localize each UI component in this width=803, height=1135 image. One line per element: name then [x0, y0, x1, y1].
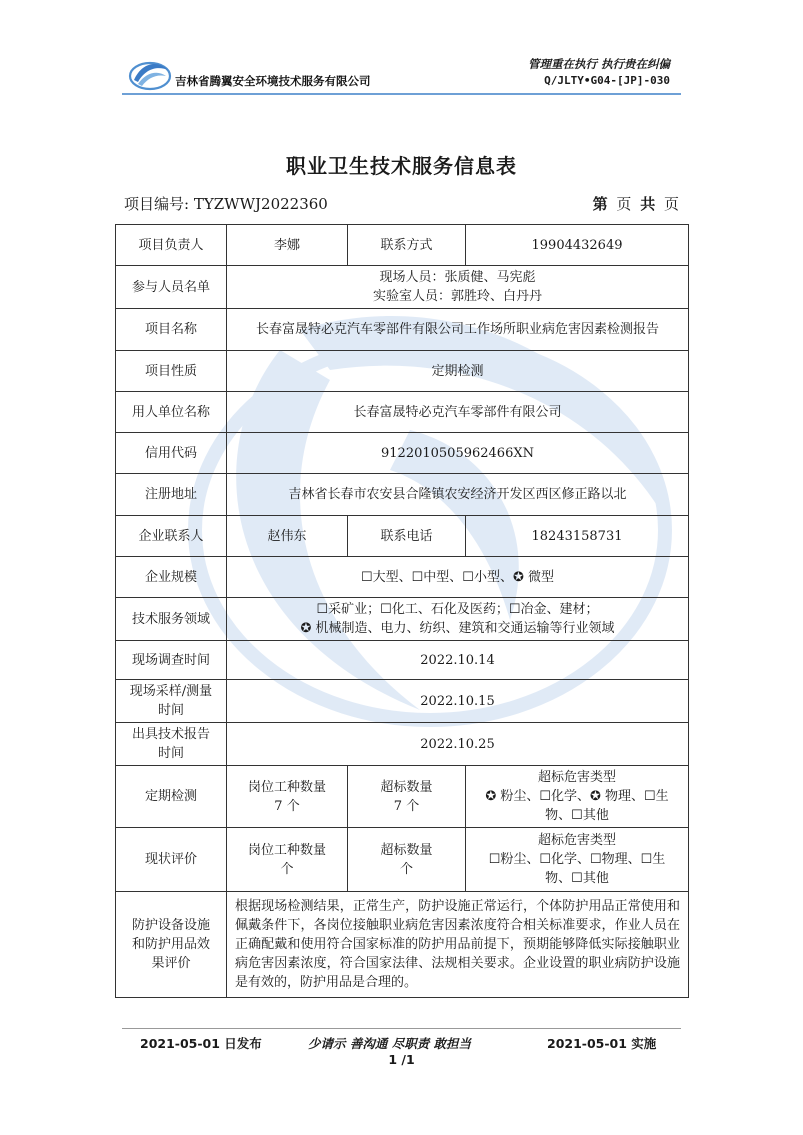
periodic-post-label: 岗位工种数量 [247, 779, 326, 795]
periodic-exceed-value: 7 个 [393, 798, 420, 814]
address-value: 吉林省长春市农安县合隆镇农安经济开发区西区修正路以北 [227, 474, 689, 516]
company-name: 吉林省腾翼安全环境技术服务有限公司 [175, 74, 371, 88]
periodic-exceed-label: 超标数量 [380, 779, 433, 795]
contact-label: 联系方式 [348, 225, 466, 266]
sampling-label-line-1: 现场采样/测量 [129, 684, 213, 699]
project-number [124, 193, 328, 214]
employer-value: 长春富晟特必克汽车零部件有限公司 [227, 392, 689, 433]
members-lab: 实验室人员：郭胜玲、白丹丹 [372, 289, 542, 304]
current-post-label: 岗位工种数量 [247, 842, 326, 858]
enterprise-contact-value: 赵伟东 [227, 516, 348, 557]
domain-line-2: ✪ 机械制造、电力、纺织、建筑和交通运输等行业领域 [300, 621, 615, 636]
enterprise-phone-label: 联系电话 [348, 516, 466, 557]
table-row [116, 433, 689, 474]
protection-label-line-1: 防护设备设施 [131, 918, 210, 933]
service-info-table [115, 224, 689, 998]
periodic-post-value: 7 个 [274, 798, 300, 814]
table-row [116, 892, 689, 998]
current-post-value: 个 [280, 861, 294, 877]
page-info-ye-total: 页 [663, 195, 679, 213]
employer-label: 用人单位名称 [116, 392, 227, 433]
current-hazard-title: 超标危害类型 [537, 833, 616, 848]
current-hazard-types [466, 828, 689, 892]
page-title: 职业卫生技术服务信息表 [286, 154, 517, 178]
report-date: 2022.10.25 [227, 723, 689, 766]
current-hazard-line-1: ☐粉尘、☐化学、☐物理、☐生 [488, 852, 666, 867]
scale-label: 企业规模 [116, 557, 227, 598]
domain-value [227, 598, 689, 641]
table-row [116, 474, 689, 516]
sampling-label-line-2: 时间 [157, 703, 184, 718]
periodic-hazard-title: 超标危害类型 [537, 770, 616, 785]
sampling-label [116, 680, 227, 723]
table-row [116, 828, 689, 892]
sampling-date: 2022.10.15 [227, 680, 689, 723]
footer-motto: 少请示 善沟通 尽职责 敢担当 [308, 1036, 472, 1051]
current-label: 现状评价 [116, 828, 227, 892]
members-label: 参与人员名单 [116, 266, 227, 309]
survey-date: 2022.10.14 [227, 641, 689, 680]
page-info-gong: 共 [640, 195, 656, 213]
leader-value: 李娜 [227, 225, 348, 266]
current-hazard-line-2: 物、☐其他 [545, 871, 609, 886]
table-row [116, 641, 689, 680]
table-row [116, 557, 689, 598]
domain-line-1: ☐采矿业；☐化工、石化及医药；☐冶金、建材； [316, 602, 599, 617]
protection-evaluation-text: 根据现场检测结果，正常生产，防护设施正常运行，个体防护用品正常使用和佩戴条件下，各岗位接触职业病危害因素浓度符合相关标准要求，作业人员在正确配戴和使用符合国家标准的防护用品前提下，预期能够降低实际接触职业病危害因素浓度，符合国家法律、法规相关要求。企业设置的职业病防护设施是有效的，防护用品是合理的。 [227, 892, 689, 998]
report-label-line-2: 时间 [157, 746, 184, 761]
table-row [116, 766, 689, 828]
table-row [116, 598, 689, 641]
page-info-di: 第 [592, 195, 608, 213]
table-row [116, 225, 689, 266]
issue-date: 2021-05-01 日发布 [140, 1036, 262, 1051]
contact-value: 19904432649 [466, 225, 689, 266]
nature-label: 项目性质 [116, 351, 227, 392]
page-info-ye: 页 [616, 195, 632, 213]
project-name-value: 长春富晟特必克汽车零部件有限公司工作场所职业病危害因素检测报告 [227, 309, 689, 351]
current-post-count [227, 828, 348, 892]
page-number: 1 /1 [388, 1052, 415, 1067]
periodic-hazard-line-1: ✪ 粉尘、☐化学、✪ 物理、☐生 [485, 789, 669, 804]
protection-label [116, 892, 227, 998]
report-label [116, 723, 227, 766]
protection-label-line-3: 果评价 [151, 956, 191, 971]
current-exceed-count [348, 828, 466, 892]
credit-label: 信用代码 [116, 433, 227, 474]
footer-divider [122, 1028, 681, 1029]
project-number-label: 项目编号: [124, 195, 190, 213]
table-row [116, 723, 689, 766]
report-label-line-1: 出具技术报告 [131, 727, 210, 742]
swoosh-logo-icon [128, 56, 172, 92]
nature-value: 定期检测 [227, 351, 689, 392]
periodic-label: 定期检测 [116, 766, 227, 828]
credit-value: 9122010505962466XN [227, 433, 689, 474]
enterprise-phone-value: 18243158731 [466, 516, 689, 557]
periodic-post-count [227, 766, 348, 828]
table-row [116, 351, 689, 392]
table-row [116, 266, 689, 309]
table-row [116, 680, 689, 723]
survey-label: 现场调查时间 [116, 641, 227, 680]
page-info [593, 193, 679, 214]
leader-label: 项目负责人 [116, 225, 227, 266]
implement-date: 2021-05-01 实施 [547, 1036, 657, 1051]
periodic-hazard-line-2: 物、☐其他 [545, 808, 609, 823]
protection-label-line-2: 和防护用品效 [131, 937, 210, 952]
periodic-exceed-count [348, 766, 466, 828]
table-row [116, 309, 689, 351]
scale-value: ☐大型、☐中型、☐小型、✪ 微型 [227, 557, 689, 598]
members-site: 现场人员：张质健、马宪彪 [379, 270, 536, 285]
members-value [227, 266, 689, 309]
address-label: 注册地址 [116, 474, 227, 516]
periodic-hazard-types [466, 766, 689, 828]
enterprise-contact-label: 企业联系人 [116, 516, 227, 557]
current-exceed-label: 超标数量 [380, 842, 433, 858]
project-number-value: TYZWWJ2022360 [193, 195, 328, 213]
table-row [116, 392, 689, 433]
current-exceed-value: 个 [399, 861, 413, 877]
project-name-label: 项目名称 [116, 309, 227, 351]
document-code: Q/JLTY•G04-[JP]-030 [544, 74, 670, 87]
domain-label: 技术服务领域 [116, 598, 227, 641]
header-slogan: 管理重在执行 执行贵在纠偏 [527, 57, 670, 71]
header-divider [122, 93, 681, 95]
table-row [116, 516, 689, 557]
